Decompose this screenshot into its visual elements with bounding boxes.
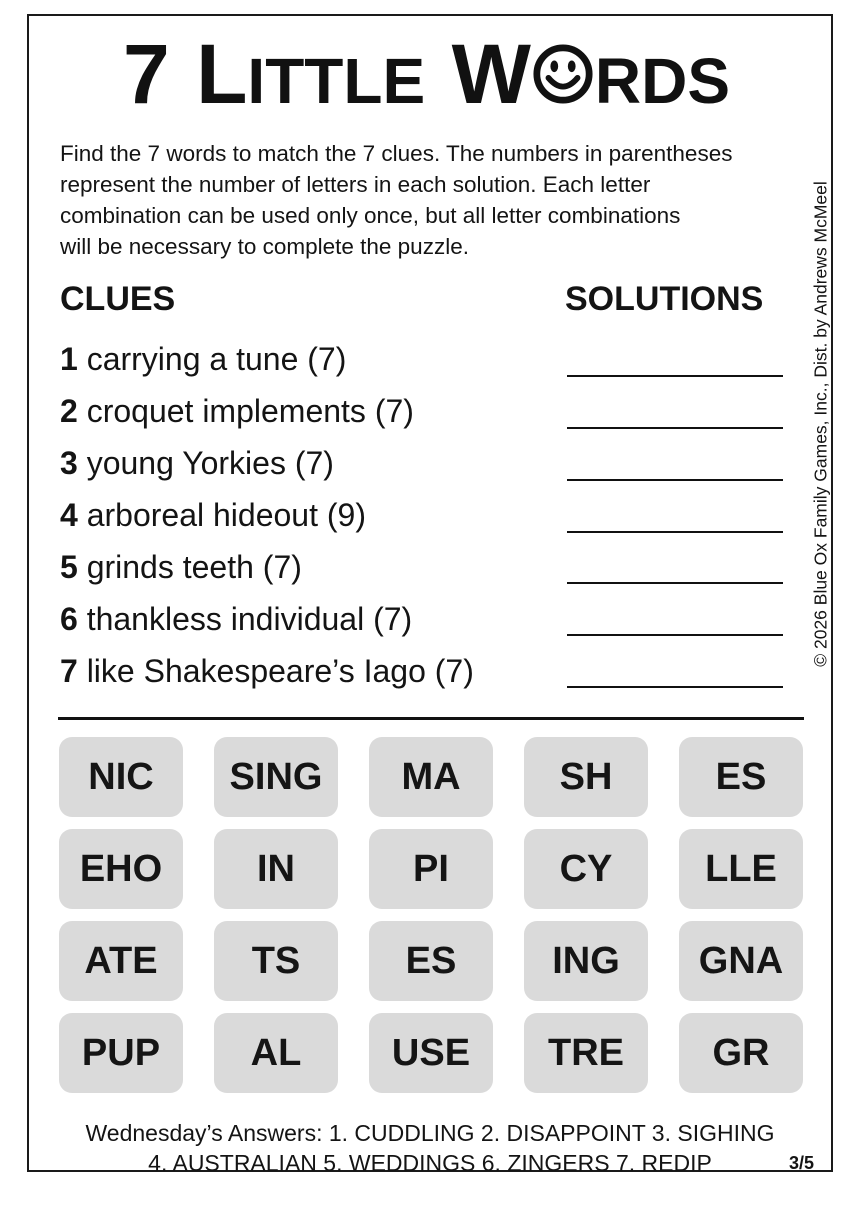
previous-answers xyxy=(40,1118,820,1178)
page-number: 3/5 xyxy=(789,1153,815,1173)
letter-tile[interactable]: NIC xyxy=(59,737,183,817)
divider xyxy=(58,717,804,720)
clue-number: 5 xyxy=(60,549,78,585)
smiley-face-icon xyxy=(532,43,594,105)
answers-line-1: Wednesday’s Answers: 1. CUDDLING 2. DISAPPOINT 3. SIGHING xyxy=(85,1120,775,1146)
clues-header: CLUES xyxy=(60,280,176,318)
clue-text: grinds teeth (7) xyxy=(86,549,302,585)
letter-tile[interactable]: ING xyxy=(524,921,648,1001)
solution-line-5[interactable] xyxy=(567,582,783,584)
letter-tile[interactable]: SH xyxy=(524,737,648,817)
clue-text: arboreal hideout (9) xyxy=(86,497,366,533)
letter-tile[interactable]: ATE xyxy=(59,921,183,1001)
clue-text: like Shakespeare’s Iago (7) xyxy=(86,653,474,689)
instructions xyxy=(60,138,805,262)
solutions-header: SOLUTIONS xyxy=(565,280,764,318)
copyright-notice: © 2026 Blue Ox Family Games, Inc., Dist. by Andrews McMeel xyxy=(810,181,831,667)
letter-tile[interactable]: LLE xyxy=(679,829,803,909)
title-words-rest: RDS xyxy=(594,45,731,117)
letter-tile[interactable]: EHO xyxy=(59,829,183,909)
clue-number: 3 xyxy=(60,445,78,481)
clue-1 xyxy=(60,343,346,375)
solution-line-3[interactable] xyxy=(567,479,783,481)
letter-tile[interactable]: MA xyxy=(369,737,493,817)
solution-line-7[interactable] xyxy=(567,686,783,688)
clue-number: 4 xyxy=(60,497,78,533)
clue-3 xyxy=(60,447,334,479)
clue-text: young Yorkies (7) xyxy=(86,445,334,481)
letter-tile[interactable]: ES xyxy=(369,921,493,1001)
instruction-line: represent the number of letters in each solution. Each letter xyxy=(60,172,651,197)
solution-line-1[interactable] xyxy=(567,375,783,377)
clue-text: croquet implements (7) xyxy=(86,393,414,429)
clue-6 xyxy=(60,603,412,635)
clue-number: 7 xyxy=(60,653,78,689)
letter-tile[interactable]: PUP xyxy=(59,1013,183,1093)
letter-tile[interactable]: GNA xyxy=(679,921,803,1001)
clue-5 xyxy=(60,551,302,583)
solution-line-2[interactable] xyxy=(567,427,783,429)
letter-tile[interactable]: ES xyxy=(679,737,803,817)
clue-number: 6 xyxy=(60,601,78,637)
clue-text: thankless individual (7) xyxy=(86,601,413,637)
clue-number: 2 xyxy=(60,393,78,429)
letter-tile[interactable]: CY xyxy=(524,829,648,909)
letter-tile[interactable]: GR xyxy=(679,1013,803,1093)
letter-tile[interactable]: AL xyxy=(214,1013,338,1093)
instruction-line: combination can be used only once, but all letter combinations xyxy=(60,203,681,228)
letter-tile[interactable]: TS xyxy=(214,921,338,1001)
answers-line-2: 4. AUSTRALIAN 5. WEDDINGS 6. ZINGERS 7. REDIP xyxy=(148,1150,712,1176)
clue-7 xyxy=(60,655,474,687)
clue-2 xyxy=(60,395,414,427)
clue-4 xyxy=(60,499,366,531)
title-seven: 7 xyxy=(122,27,170,121)
solution-line-4[interactable] xyxy=(567,531,783,533)
instruction-line: will be necessary to complete the puzzle. xyxy=(60,234,469,259)
clue-number: 1 xyxy=(60,341,78,377)
title-little-initial: L xyxy=(196,27,248,121)
solution-line-6[interactable] xyxy=(567,634,783,636)
title-little-rest: ITTLE xyxy=(247,45,426,117)
instruction-line: Find the 7 words to match the 7 clues. The numbers in parentheses xyxy=(60,141,733,166)
letter-tile[interactable]: PI xyxy=(369,829,493,909)
letter-tile[interactable]: IN xyxy=(214,829,338,909)
letter-tile[interactable]: USE xyxy=(369,1013,493,1093)
clue-text: carrying a tune (7) xyxy=(86,341,347,377)
title-words-initial: W xyxy=(451,27,531,121)
puzzle-title xyxy=(0,27,853,121)
letter-tile[interactable]: SING xyxy=(214,737,338,817)
letter-tile[interactable]: TRE xyxy=(524,1013,648,1093)
